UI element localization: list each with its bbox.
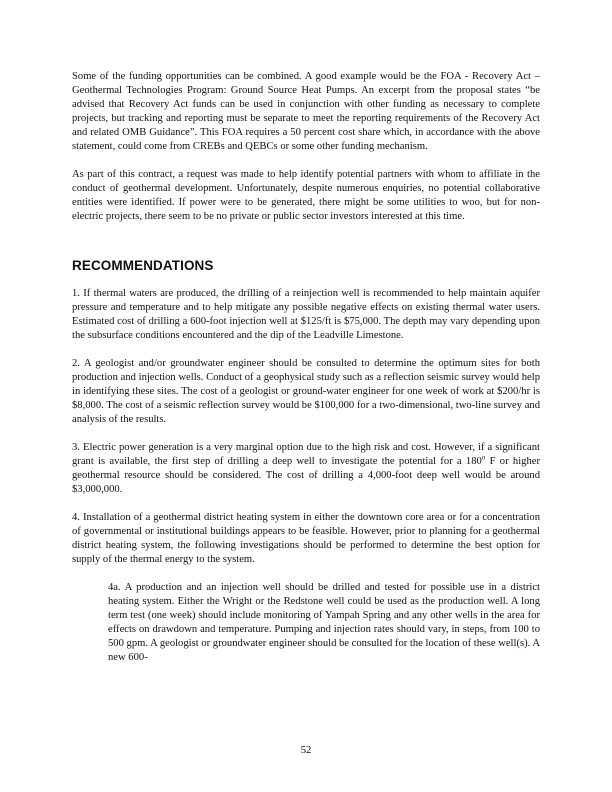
- recommendation-item-3-text-b: F or higher geothermal resource should be considered. The cost of drilling a 4,000-foot deep well would be around $3,000,000.: [72, 456, 540, 495]
- paragraph-partners: As part of this contract, a request was made to help identify potential partners with whom to affiliate in the conduct of geothermal development. Unfortunately, despite numerous enquiries, no potential collaborative entities were identified. If power were to be generated, there might be some utilities to woo, but for non-electric projects, there seem to be no private or public sector investors interested at this time.: [72, 169, 540, 222]
- degree-symbol: o: [481, 453, 486, 462]
- recommendation-item-1: 1. If thermal waters are produced, the drilling of a reinjection well is recommended to help maintain aquifer pressure and temperature and to help mitigate any possible negative effects on existing thermal water users. Estimated cost of drilling a 600-foot injection well at $125/ft is $75,000. The depth may vary depending upon the subsurface conditions encountered and the dip of the Leadville Limestone.: [72, 288, 540, 341]
- recommendation-item-2: 2. A geologist and/or groundwater engineer should be consulted to determine the optimum sites for both production and injection wells. Conduct of a geophysical study such as a reflection seismic survey would help in identifying these sites. The cost of a geologist or ground-water engineer for one week of work at $200/hr is $8,000. The cost of a seismic reflection survey would be $100,000 for a two-dimensional, two-line survey and analysis of the results.: [72, 358, 540, 425]
- page-number: 52: [300, 745, 312, 756]
- recommendation-item-3: [72, 441, 540, 497]
- recommendation-item-4a: 4a. A production and an injection well should be drilled and tested for possible use in a district heating system. Either the Wright or the Redstone well could be used as the production well. A long term test (one week) should include monitoring of Yampah Spring and any other wells in the area for effects on drawdown and temperature. Pumping and injection rates should vary, in steps, from 100 to 500 gpm. A geologist or groundwater engineer should be consulted for the location of these well(s). A new 600-: [108, 582, 540, 663]
- recommendation-item-4: 4. Installation of a geothermal district heating system in either the downtown core area or for a concentration of governmental or institutional buildings appears to be feasible. However, prior to planning for a geothermal district heating system, the following investigations should be performed to determine the best option for supply of the thermal energy to the system.: [72, 512, 540, 565]
- section-heading-recommendations: RECOMMENDATIONS: [72, 258, 214, 273]
- paragraph-funding-combined: Some of the funding opportunities can be combined. A good example would be the FOA - Recovery Act – Geothermal Technologies Program: Ground Source Heat Pumps. An excerpt from the proposal states “be advised that Recovery Act funds can be used in conjunction with other funding as necessary to complete projects, but tracking and reporting must be separate to meet the reporting requirements of the Recovery Act and related OMB Guidance”. This FOA requires a 50 percent cost share which, in accordance with the above statement, could come from CREBs and QEBCs or some other funding mechanism.: [72, 71, 540, 152]
- recommendation-item-3-text-a: 3. Electric power generation is a very marginal option due to the high risk and cost. However, if a significant grant is available, the first step of drilling a deep well to investigate the potential for a 180: [72, 442, 540, 467]
